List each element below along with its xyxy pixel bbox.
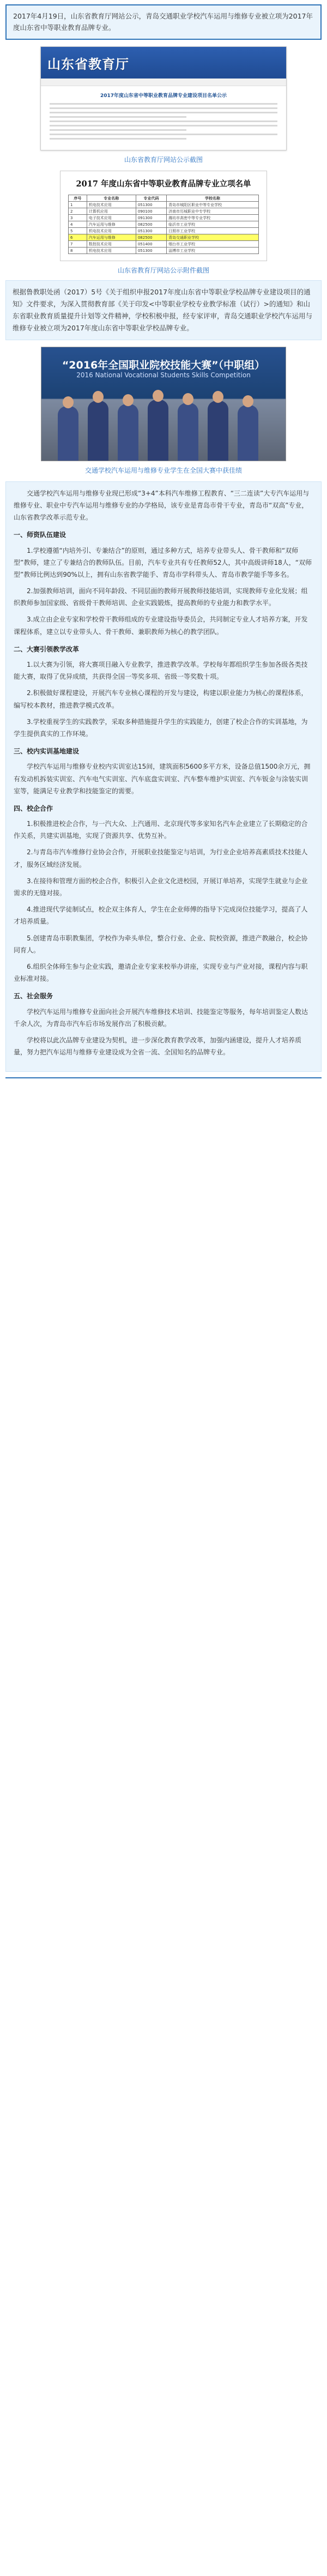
article-paragraph: 3.学校重视学生的实践教学，采取多种措施提升学生的实践能力，创建了校企合作的实训基地，为学生提供真实的工作环境。 (14, 717, 308, 738)
summary-paragraph: 根据鲁教职处函（2017）5号《关于组织申报2017年度山东省中等职业学校品牌专业建设项目的通知》文件要求，为深入贯彻教育部《关于印发<中等职业学校专业教学标准（试行）>的通知》和山东省职业教育质量提升计划等文件精神，学校积极申报，经专家评审，青岛交通职业学校汽车运用与维修专业被立项为2017年度山东省中等职业学校品牌专业。 (5, 280, 322, 340)
cell: 电子技术应用 (87, 215, 136, 221)
article-paragraph: 2.积极做好课程建设，开展汽车专业核心课程的开发与建设，构建以职业能力为核心的课程体系，编写校本教材，推进教学模式改革。 (14, 689, 308, 709)
table-row (69, 208, 259, 215)
cell: 济南市历城职业中专学校 (167, 208, 259, 215)
cell: 090100 (136, 208, 166, 215)
cell: 淄博市工业学校 (167, 248, 259, 254)
competition-photo (41, 347, 286, 461)
cell: 临沂市工业学校 (167, 221, 259, 228)
website-screenshot (40, 46, 287, 150)
table-row (69, 202, 259, 208)
table-row (69, 215, 259, 221)
bottom-divider (5, 1077, 322, 1078)
cell: 5 (69, 228, 87, 234)
cell: 烟台市工业学校 (167, 241, 259, 248)
col-header: 学校名称 (167, 195, 259, 202)
cell: 潍坊市高密中等专业学校 (167, 215, 259, 221)
list-title: 2017 年度山东省中等职业教育品牌专业立项名单 (76, 179, 251, 189)
article-paragraph: 5.创建青岛市职教集团，学校作为牵头单位，整合行业、企业、院校资源，推进产教融合，校企协同育人。 (14, 934, 308, 954)
site-logo: 山东省教育厅 (47, 56, 129, 72)
section-heading: 五、社会服务 (14, 992, 53, 1000)
cell: 2 (69, 208, 87, 215)
article-paragraph: 学校汽车运用与维修专业面向社会开展汽车维修技术培训、技能鉴定等服务，每年培训鉴定人数达千余人次，为青岛市汽车后市场发展作出了积极贡献。 (14, 1008, 308, 1028)
col-header: 专业名称 (87, 195, 136, 202)
cell: 日照市工业学校 (167, 228, 259, 234)
list-screenshot (60, 171, 267, 261)
caption-1: 山东省教育厅网站公示截图 (124, 156, 203, 164)
notice-text-lines (50, 103, 277, 140)
cell: 计算机应用 (87, 208, 136, 215)
photo-banner-en: 2016 National Vocational Students Skills Competition (76, 371, 251, 379)
article-paragraph: 学校汽车运用与维修专业校内实训室达15间，建筑面积5600多平方米，设备总值1500余万元，拥有发动机拆装实训室、汽车电气实训室、汽车底盘实训室、汽车整车维护实训室、汽车钣金与涂装实训室等，能满足专业教学和技能鉴定的需要。 (14, 763, 311, 795)
article-paragraph: 1.积极推进校企合作，与一汽大众、上汽通用、北京现代等多家知名汽车企业建立了长期稳定的合作关系，共建实训基地，实现了资源共享、优势互补。 (14, 820, 308, 840)
site-nav (41, 79, 286, 86)
cell: 091300 (136, 215, 166, 221)
section-heading: 二、大赛引领教学改革 (14, 645, 80, 653)
table-row (69, 228, 259, 234)
cell: 082500 (136, 221, 166, 228)
cell: 051300 (136, 248, 166, 254)
section-heading: 一、师资队伍建设 (14, 531, 66, 539)
cell: 3 (69, 215, 87, 221)
cell: 051300 (136, 228, 166, 234)
cell: 4 (69, 221, 87, 228)
section-heading: 三、校内实训基地建设 (14, 747, 80, 756)
article-paragraph: 4.推进现代学徒制试点，校企双主体育人，学生在企业师傅的指导下完成岗位技能学习，提高了人才培养质量。 (14, 906, 308, 926)
cell: 机电技术应用 (87, 248, 136, 254)
notice-title: 2017年度山东省中等职业教育品牌专业建设项目名单公示 (100, 93, 227, 99)
article-paragraph: 2.加强教师培训，面向不同年龄段、不同层面的教师开展教师技能培训，实现教师专业化发展；组织教师参加国家级、省级骨干教师培训、企业实践锻炼，提高教师的专业能力和教学水平。 (14, 587, 308, 607)
article-paragraph: 1.学校遵循“内培外引、专兼结合”的原则，通过多种方式，培养专业带头人、骨干教师和“双师型”教师，建立了专兼结合的教师队伍。目前，汽车专业共有专任教师52人，其中高级讲师18人，“双师型”教师比例达到90%以上，拥有山东省教学能手、青岛市学科带头人、青岛市教学能手等多名。 (14, 546, 312, 578)
cell: 机电技术应用 (87, 228, 136, 234)
caption-2: 山东省教育厅网站公示附件截图 (117, 267, 209, 275)
table-row (69, 248, 259, 254)
col-header: 专业代码 (136, 195, 166, 202)
table-row (69, 241, 259, 248)
article-paragraph: 3.成立由企业专家和学校骨干教师组成的专业建设指导委员会，共同制定专业人才培养方案，开发课程体系，建立以专业带头人、骨干教师、兼职教师为核心的教学团队。 (14, 616, 308, 636)
article-paragraph: 1.以大赛为引领，将大赛项目融入专业教学，推进教学改革。学校每年都组织学生参加各级各类技能大赛，取得了优异成绩，共获得全国一等奖多项、省级一等奖数十项。 (14, 661, 308, 681)
cell: 6 (69, 234, 87, 241)
article-paragraph: 6.组织全体师生参与企业实践，邀请企业专家来校举办讲座，实现专业与产业对接，课程内容与职业标准对接。 (14, 962, 308, 983)
cell: 1 (69, 202, 87, 208)
article-paragraph: 2.与青岛市汽车维修行业协会合作，开展职业技能鉴定与培训，为行业企业培养高素质技术技能人才，服务区域经济发展。 (14, 848, 308, 868)
cell: 汽车运用与维修 (87, 221, 136, 228)
cell: 汽车运用与维修 (87, 234, 136, 241)
table-row (69, 221, 259, 228)
caption-3: 交通学校汽车运用与维修专业学生在全国大赛中获佳绩 (84, 466, 242, 474)
cell: 数控技术应用 (87, 241, 136, 248)
table-row-highlighted (69, 234, 259, 241)
article-lead: 交通学校汽车运用与维修专业现已形成“3+4”本科汽车维修工程教育、“三二连读”大专汽车运用与维修专业、职业中专汽车运用与维修专业的办学格局，该专业是青岛市骨干专业，青岛市“双高”专业，山东省教学改革示范专业。 (14, 489, 310, 522)
photo-banner: “2016年全国职业院校技能大赛”（中职组） (62, 359, 265, 371)
site-header (41, 47, 286, 79)
cell: 青岛交通职业学校 (167, 234, 259, 241)
section-heading: 四、校企合作 (14, 804, 53, 812)
intro-banner: 2017年4月19日，山东省教育厅网站公示，青岛交通职业学校汽车运用与维修专业被立项为2017年度山东省中等职业教育品牌专业。 (5, 4, 322, 40)
cell: 051400 (136, 241, 166, 248)
article-paragraph: 3.在接待和管理方面的校企合作，积极引入企业文化进校园，开展订单培养，实现学生就业与企业需求的无缝对接。 (14, 877, 308, 897)
article-body (5, 481, 322, 1072)
cell: 051300 (136, 202, 166, 208)
cell: 082500 (136, 234, 166, 241)
cell: 机电技术应用 (87, 202, 136, 208)
cell: 7 (69, 241, 87, 248)
col-header: 序号 (69, 195, 87, 202)
article-paragraph: 学校将以此次品牌专业建设为契机，进一步深化教育教学改革，加强内涵建设，提升人才培养质量，努力把汽车运用与维修专业建设成为全省一流、全国知名的品牌专业。 (14, 1036, 302, 1057)
cell: 青岛市城阳区职业中等专业学校 (167, 202, 259, 208)
project-table (68, 195, 259, 254)
cell: 8 (69, 248, 87, 254)
